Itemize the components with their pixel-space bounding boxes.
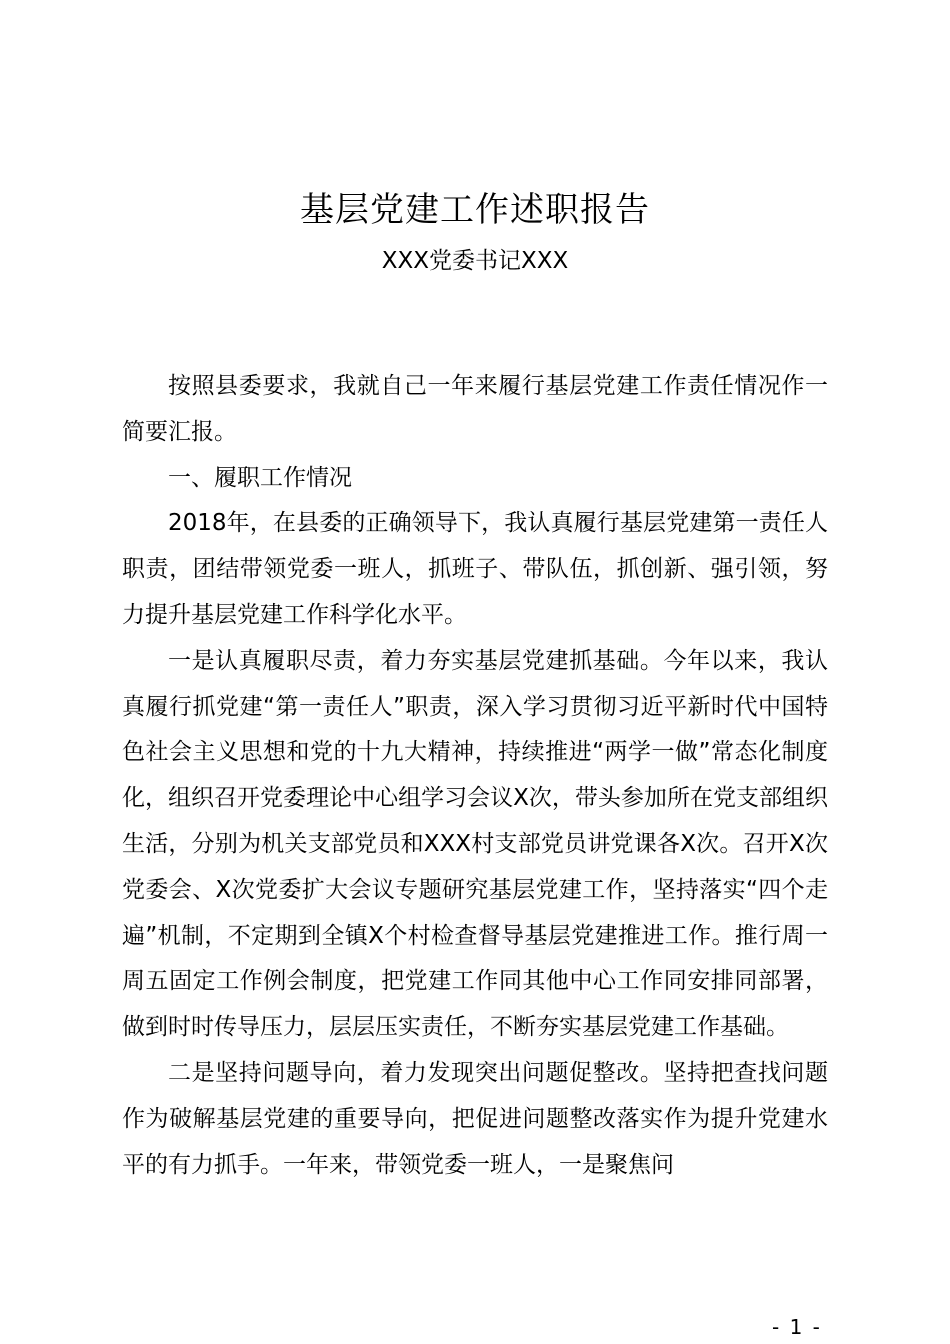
document-author: XXX党委书记XXX (381, 248, 569, 274)
paragraph-point-two: 二是坚持问题导向，着力发现突出问题促整改。坚持把查找问题作为破解基层党建的重要导向，把促进问题整改落实作为提升党建水平的有力抓手。一年来，带领党委一班人，一是聚焦问 (122, 1059, 828, 1178)
paragraph-point-one: 一是认真履职尽责，着力夯实基层党建抓基础。今年以来，我认真履行抓党建“第一责任人”职责，深入学习贯彻习近平新时代中国特色社会主义思想和党的十九大精神，持续推进“两学一做”常态化制度化，组织召开党委理论中心组学习会议X次，带头参加所在党支部组织生活，分别为机关支部党员和XXX村支部党员讲党课各X次。召开X次党委会、X次党委扩大会议专题研究基层党建工作，坚持落实“四个走遍”机制，不定期到全镇X个村检查督导基层党建推进工作。推行周一周五固定工作例会制度，把党建工作同其他中心工作同安排同部署，做到时时传导压力，层层压实责任，不断夯实基层党建工作基础。 (122, 647, 828, 1041)
paragraph-intro: 按照县委要求，我就自己一年来履行基层党建工作责任情况作一简要汇报。 (122, 373, 828, 445)
page-number: - 1 - (772, 1315, 822, 1339)
paragraph-overview: 2018年，在县委的正确领导下，我认真履行基层党建第一责任人职责，团结带领党委一班人，抓班子、带队伍，抓创新、强引领，努力提升基层党建工作科学化水平。 (122, 510, 828, 628)
document-title: 基层党建工作述职报告 (300, 190, 650, 230)
document-body (122, 364, 828, 1188)
section-heading: 一、履职工作情况 (168, 464, 352, 491)
